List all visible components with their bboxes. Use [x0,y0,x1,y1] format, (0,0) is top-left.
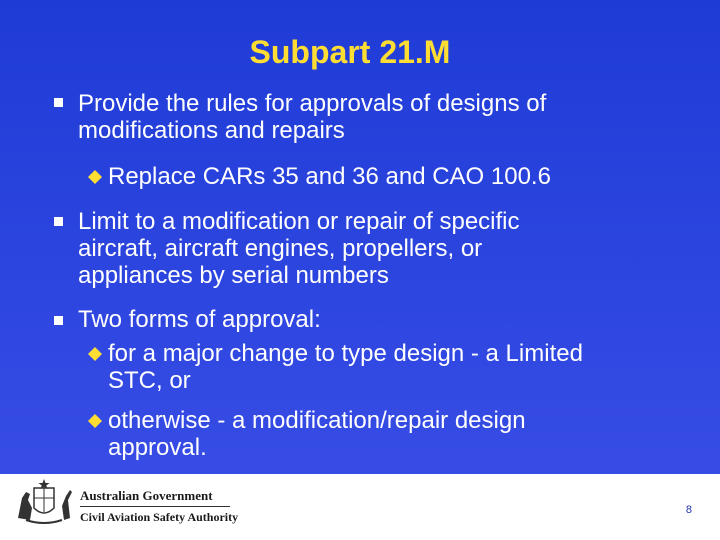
footer-bar [0,474,720,540]
diamond-bullet-icon [88,414,102,428]
sub-bullet-text [108,340,583,394]
coat-of-arms-logo-icon [12,478,76,526]
sub-bullet-text [108,407,526,461]
government-name: Australian Government [80,488,213,503]
bullet-line: modifications and repairs [78,117,345,144]
sub-bullet-text [108,163,551,190]
bullet-text [78,306,321,333]
bullet-line: Limit to a modification or repair of specific [78,208,520,235]
bullet-line: Provide the rules for approvals of designs of [78,90,547,117]
sub-bullet-line: STC, or [108,367,191,394]
bullet-square-icon [54,316,63,325]
sub-bullet-line: otherwise - a modification/repair design [108,407,526,434]
bullet-square-icon [54,217,63,226]
bullet-line: appliances by serial numbers [78,262,389,289]
bullet-line: aircraft, aircraft engines, propellers, or [78,235,483,262]
diamond-bullet-icon [88,347,102,361]
sub-bullet-line: for a major change to type design - a Limited [108,340,583,367]
footer-divider [80,506,230,507]
slide-title: Subpart 21.M [249,34,451,70]
diamond-bullet-icon [88,170,102,184]
authority-name: Civil Aviation Safety Authority [80,510,239,524]
bullet-square-icon [54,98,63,107]
bullet-text [78,208,520,289]
bullet-text [78,90,546,144]
sub-bullet-line: Replace CARs 35 and 36 and CAO 100.6 [108,163,551,190]
page-number: 8 [685,504,692,516]
sub-bullet-line: approval. [108,434,207,461]
bullet-line: Two forms of approval: [78,306,321,333]
